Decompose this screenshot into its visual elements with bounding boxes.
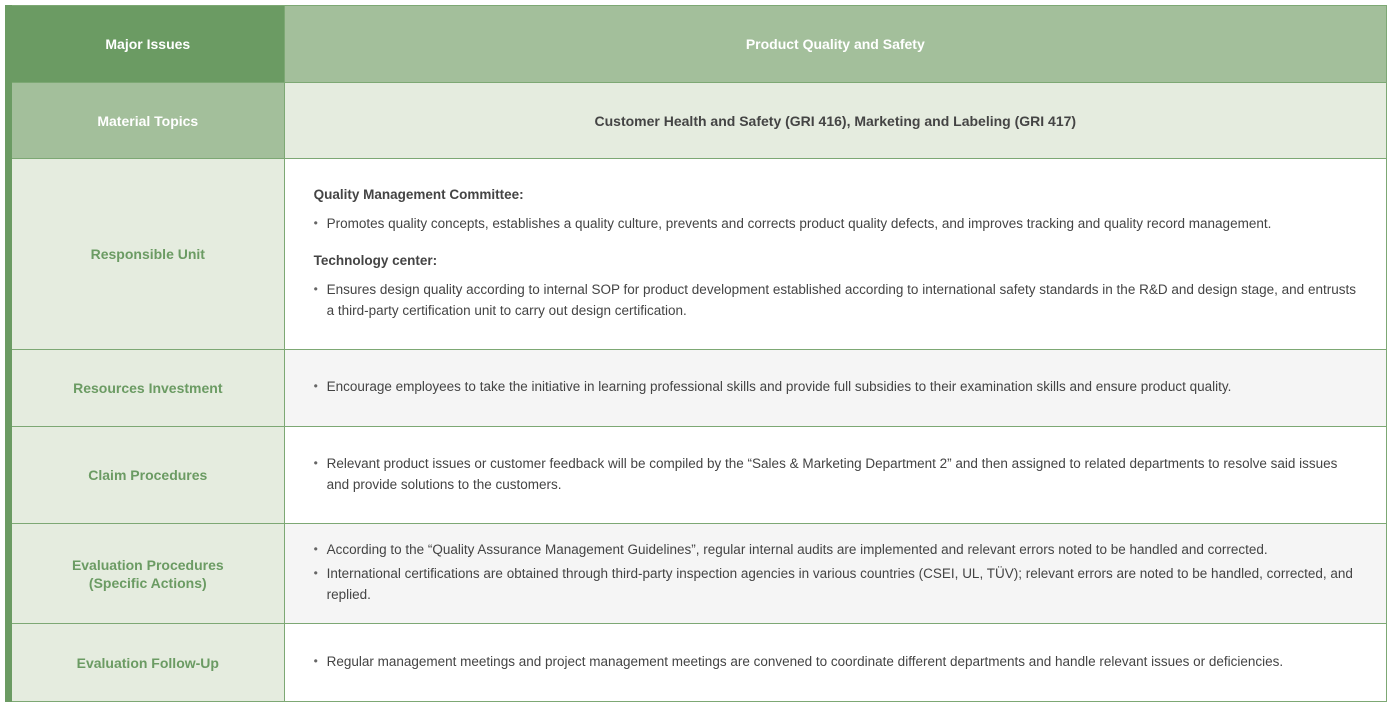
list-item: • Relevant product issues or customer feedback will be compiled by the “Sales & Marketing Department 2” and then assigned to related departments to resolve said issues and provide solutions to the customers. [314, 453, 1356, 495]
evaluation-procedures-content [284, 524, 1386, 624]
evaluation-follow-up-content [284, 624, 1386, 702]
list-item: • International certifications are obtained through third-party inspection agencies in various countries (CSEI, UL, TÜV); relevant errors are noted to be handled, corrected, and replied. [314, 563, 1356, 605]
resources-investment-row [9, 350, 1387, 427]
claim-procedures-row [9, 427, 1387, 524]
responsible-unit-content [284, 159, 1386, 350]
bullet-list [314, 376, 1356, 397]
evaluation-procedures-label [9, 524, 285, 624]
bullet-list [314, 453, 1356, 495]
group-title-technology-center: Technology center: [313, 253, 438, 268]
material-topics-value: Customer Health and Safety (GRI 416), Marketing and Labeling (GRI 417) [284, 83, 1386, 159]
list-item: • According to the “Quality Assurance Management Guidelines”, regular internal audits are implemented and relevant errors noted to be handled and corrected. [314, 539, 1356, 560]
bullet-list [314, 279, 1356, 321]
evaluation-procedures-row [9, 524, 1387, 624]
evaluation-procedures-label-line2: (Specific Actions) [88, 574, 207, 591]
bullet-list [314, 651, 1356, 672]
bullet-list [314, 539, 1356, 605]
header-row [9, 6, 1387, 83]
claim-procedures-content [284, 427, 1386, 524]
bullet-list [314, 213, 1356, 234]
header-product-quality: Product Quality and Safety [284, 6, 1386, 83]
group-title-quality-committee: Quality Management Committee: [313, 187, 524, 202]
resources-investment-content [284, 350, 1386, 427]
resources-investment-label: Resources Investment [9, 350, 285, 427]
list-item: • Promotes quality concepts, establishes a quality culture, prevents and corrects product quality defects, and improves tracking and quality record management. [314, 213, 1356, 234]
evaluation-follow-up-row [9, 624, 1387, 702]
claim-procedures-label: Claim Procedures [9, 427, 285, 524]
evaluation-follow-up-label: Evaluation Follow-Up [9, 624, 285, 702]
material-topics-label: Material Topics [9, 83, 285, 159]
issues-table-wrapper [5, 5, 1387, 701]
material-topics-row [9, 83, 1387, 159]
list-item: • Regular management meetings and project management meetings are convened to coordinate different departments and handle relevant issues or deficiencies. [314, 651, 1356, 672]
header-major-issues: Major Issues [9, 6, 285, 83]
evaluation-procedures-label-line1: Evaluation Procedures [71, 556, 224, 573]
responsible-unit-label: Responsible Unit [9, 159, 285, 350]
list-item: • Encourage employees to take the initiative in learning professional skills and provide full subsidies to their examination skills and ensure product quality. [314, 376, 1356, 397]
list-item: • Ensures design quality according to internal SOP for product development established according to international safety standards in the R&D and design stage, and entrusts a third-party certification unit to carry out design certification. [314, 279, 1356, 321]
issues-table [5, 5, 1387, 702]
responsible-unit-row [9, 159, 1387, 350]
